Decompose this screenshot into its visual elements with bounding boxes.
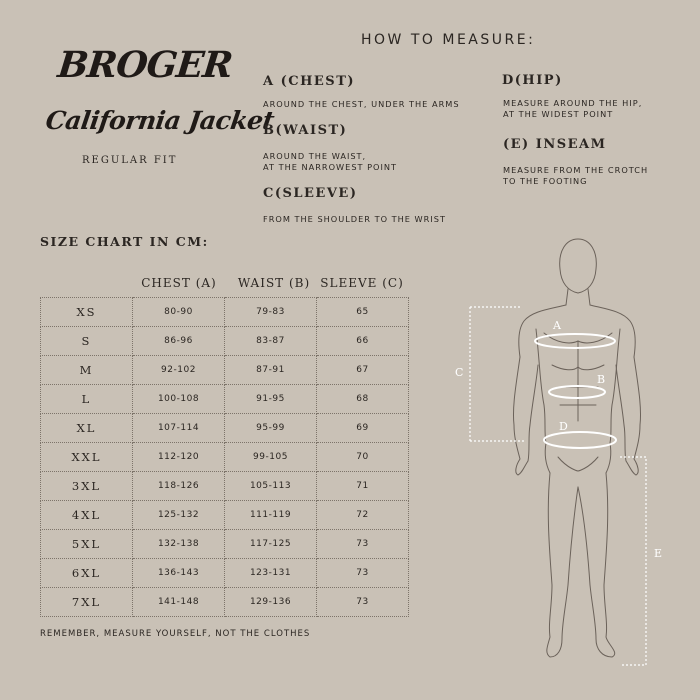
size-cell: 4XL xyxy=(41,501,133,530)
waist-measure-ring xyxy=(549,386,605,398)
hip-desc-line2: AT THE WIDEST POINT xyxy=(503,109,614,119)
waist-heading: B(WAIST) xyxy=(263,123,348,138)
product-name: California Jacket xyxy=(43,106,276,135)
label-c: C xyxy=(455,366,464,379)
waist-cell: 123-131 xyxy=(225,559,317,588)
chest-measure-ring xyxy=(535,334,615,348)
sleeve-cell: 73 xyxy=(317,588,409,617)
size-cell: L xyxy=(41,385,133,414)
table-row xyxy=(41,472,409,501)
table-row xyxy=(41,414,409,443)
column-header-chest: CHEST (A) xyxy=(141,276,217,290)
figure-head xyxy=(560,239,597,293)
waist-cell: 117-125 xyxy=(225,530,317,559)
waist-cell: 105-113 xyxy=(225,472,317,501)
column-header-sleeve: SLEEVE (C) xyxy=(320,276,404,290)
sleeve-cell: 65 xyxy=(317,298,409,327)
inseam-desc-line1: MEASURE FROM THE CROTCH xyxy=(503,165,649,175)
waist-cell: 91-95 xyxy=(225,385,317,414)
sleeve-cell: 68 xyxy=(317,385,409,414)
size-cell: S xyxy=(41,327,133,356)
footer-note: REMEMBER, MEASURE YOURSELF, NOT THE CLOTHES xyxy=(40,629,311,639)
waist-cell: 99-105 xyxy=(225,443,317,472)
inseam-guide xyxy=(620,457,646,665)
chest-cell: 107-114 xyxy=(133,414,225,443)
figure-left-leg xyxy=(547,473,578,657)
chest-desc: AROUND THE CHEST, UNDER THE ARMS xyxy=(263,99,460,109)
chest-cell: 132-138 xyxy=(133,530,225,559)
chest-cell: 86-96 xyxy=(133,327,225,356)
sleeve-cell: 71 xyxy=(317,472,409,501)
sleeve-cell: 73 xyxy=(317,530,409,559)
chest-cell: 136-143 xyxy=(133,559,225,588)
how-to-measure-title: HOW TO MEASURE: xyxy=(361,32,536,48)
waist-cell: 83-87 xyxy=(225,327,317,356)
size-cell: 5XL xyxy=(41,530,133,559)
waist-cell: 95-99 xyxy=(225,414,317,443)
size-cell: 3XL xyxy=(41,472,133,501)
body-measurement-figure xyxy=(440,225,680,670)
sleeve-guide xyxy=(470,307,524,441)
sleeve-cell: 66 xyxy=(317,327,409,356)
chest-cell: 100-108 xyxy=(133,385,225,414)
inseam-heading: (E) INSEAM xyxy=(503,137,607,152)
chest-cell: 125-132 xyxy=(133,501,225,530)
table-row xyxy=(41,501,409,530)
label-a: A xyxy=(553,319,561,332)
table-row xyxy=(41,588,409,617)
sleeve-heading: C(SLEEVE) xyxy=(263,186,358,201)
chest-cell: 141-148 xyxy=(133,588,225,617)
label-e: E xyxy=(654,547,663,560)
sleeve-cell: 67 xyxy=(317,356,409,385)
waist-cell: 129-136 xyxy=(225,588,317,617)
size-cell: 6XL xyxy=(41,559,133,588)
table-row xyxy=(41,559,409,588)
waist-desc-line2: AT THE NARROWEST POINT xyxy=(263,162,398,172)
size-cell: 7XL xyxy=(41,588,133,617)
size-cell: XL xyxy=(41,414,133,443)
size-cell: XS xyxy=(41,298,133,327)
sleeve-desc: FROM THE SHOULDER TO THE WRIST xyxy=(263,214,446,224)
hip-heading: D(HIP) xyxy=(502,73,563,88)
sleeve-cell: 69 xyxy=(317,414,409,443)
waist-cell: 87-91 xyxy=(225,356,317,385)
size-chart-table xyxy=(40,297,409,617)
table-row xyxy=(41,298,409,327)
hip-desc-line1: MEASURE AROUND THE HIP, xyxy=(503,98,643,108)
sleeve-cell: 70 xyxy=(317,443,409,472)
brand-logo: BROGER xyxy=(55,44,235,86)
label-b: B xyxy=(597,373,606,386)
table-row xyxy=(41,385,409,414)
inseam-desc-line2: TO THE FOOTING xyxy=(503,176,588,186)
chest-cell: 80-90 xyxy=(133,298,225,327)
figure-left-arm xyxy=(513,357,538,475)
chest-cell: 112-120 xyxy=(133,443,225,472)
column-header-waist: WAIST (B) xyxy=(237,276,311,290)
table-row xyxy=(41,356,409,385)
chest-heading: A (CHEST) xyxy=(263,74,356,89)
sleeve-cell: 72 xyxy=(317,501,409,530)
sleeve-cell: 73 xyxy=(317,559,409,588)
label-d: D xyxy=(559,420,568,433)
size-chart-title: SIZE CHART IN CM: xyxy=(40,234,209,249)
figure-right-leg xyxy=(578,473,615,657)
size-cell: XXL xyxy=(41,443,133,472)
size-cell: M xyxy=(41,356,133,385)
table-row xyxy=(41,530,409,559)
hip-measure-ring xyxy=(544,432,616,448)
fit-label: REGULAR FIT xyxy=(82,155,178,166)
chest-cell: 118-126 xyxy=(133,472,225,501)
table-row xyxy=(41,327,409,356)
chest-cell: 92-102 xyxy=(133,356,225,385)
waist-desc-line1: AROUND THE WAIST, xyxy=(263,151,367,161)
waist-cell: 111-119 xyxy=(225,501,317,530)
table-row xyxy=(41,443,409,472)
waist-cell: 79-83 xyxy=(225,298,317,327)
